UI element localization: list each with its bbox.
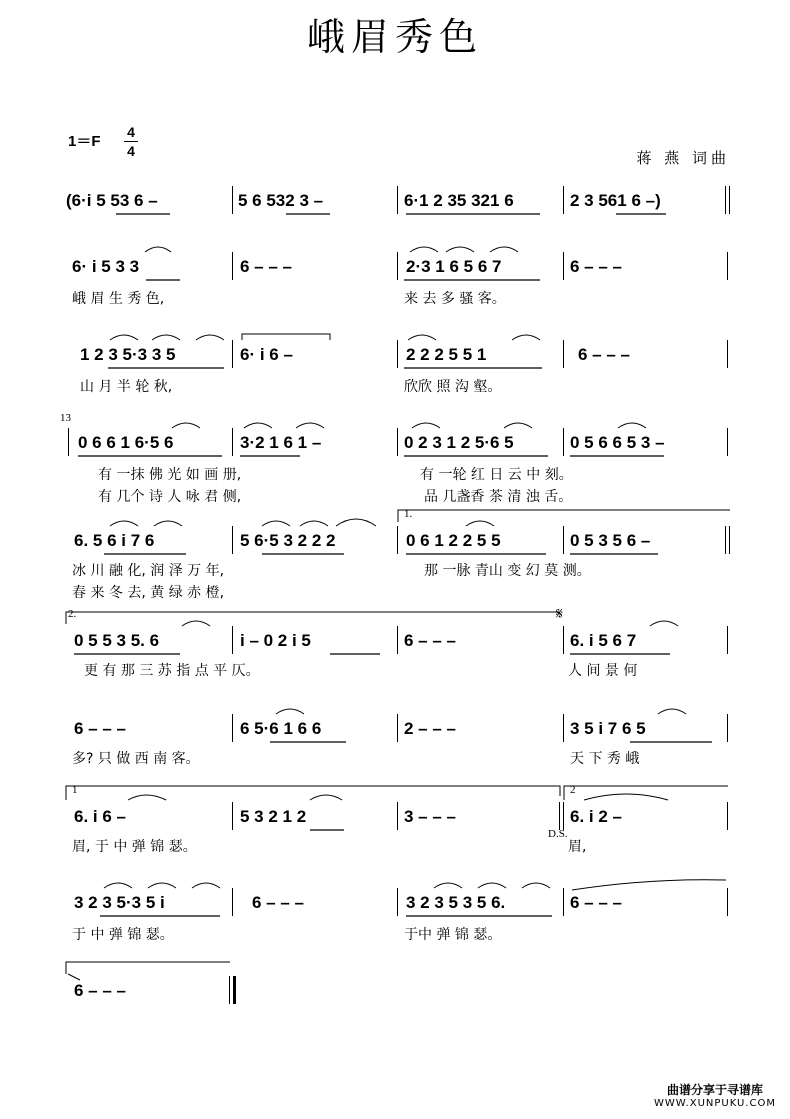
lyric-line: 眉, 于 中 弹 锦 瑟。 [72,839,197,855]
da-segno-mark: D.S. [548,828,568,840]
volta-2b-label: 2 [570,784,576,796]
tie [154,521,182,526]
tie [104,883,132,888]
lyric-line: 峨 眉 生 秀 色, [72,291,165,307]
lyric-line: 有 一轮 红 日 云 中 刻。 [420,467,573,483]
volta-2-label: 2. [68,608,77,620]
tie [110,521,138,526]
meter-top: 4 [127,124,135,140]
phrase-slur [242,334,330,340]
lyric-line: 欣欣 照 沟 壑。 [404,379,502,395]
footer-watermark [654,1081,776,1109]
measure: 6· i 5 3 3 [72,257,140,276]
volta-1b-label: 1 [72,784,78,796]
measure: (6·i 5 53 6 – [66,191,158,210]
measure: i – 0 2 i 5 [240,631,311,650]
tie [336,519,376,526]
tie [128,795,166,800]
song-title: 峨眉秀色 [306,15,483,59]
measure: 6 – – – [578,345,630,364]
measure: 6·1 2 35 321 6 [404,191,514,210]
measure: 6. i 5 6 7 [570,631,637,650]
tie [244,423,272,428]
tie [192,883,220,888]
key-signature: 1＝F [68,133,101,150]
tie [296,423,324,428]
measure: 0 6 6 1 6·5 6 [78,433,174,452]
measure: 0 6 1 2 2 5 5 [406,531,501,550]
tie [572,880,726,890]
measure: 6 – – – [404,631,456,650]
volta-bracket-2 [66,612,560,624]
lyric-line: 更 有 那 三 苏 指 点 平 仄。 [84,663,260,679]
measure: 1 2 3 5·3 3 5 [80,345,176,364]
volta-bracket-2b [564,786,728,800]
tie [145,247,171,252]
tie [196,335,224,340]
lyric-line: 多? 只 做 西 南 客。 [72,751,200,767]
tie [412,423,440,428]
measure: 6 – – – [570,893,622,912]
measure: 3 – – – [404,807,456,826]
tie [504,423,532,428]
measure: 3 2 3 5·3 5 i [74,893,165,912]
measure: 6 – – – [74,981,126,1000]
lyric-line: 那 一脉 青山 变 幻 莫 测。 [424,563,591,579]
measure: 3 5 i 7 6 5 [570,719,646,738]
measure: 2 – – – [404,719,456,738]
measure: 6. i 2 – [570,807,622,826]
tie [152,335,180,340]
measure: 6 – – – [74,719,126,738]
tie [658,709,686,714]
lyric-line: 眉, [568,839,587,855]
measure: 0 5 6 6 5 3 – [570,433,665,452]
lyric-line: 天 下 秀 峨 [570,751,640,767]
tie [110,335,138,340]
tie [466,521,494,526]
tie [650,621,678,626]
measure: 3 2 3 5 3 5 6. [406,893,506,912]
measure: 2 3 561 6 –) [570,191,661,210]
tie [446,247,474,252]
footer-title: 曲谱分享于寻谱库 [667,1083,764,1097]
tie [300,521,328,526]
footer-url[interactable]: WWW.XUNPUKU.COM [654,1098,776,1109]
lyric-line: 有 几个 诗 人 咏 君 侧, [98,489,242,505]
lyric-line: 山 月 半 轮 秋, [80,379,173,395]
tie [478,883,506,888]
author-credit: 蒋 燕 词曲 [636,149,730,167]
lyric-line: 品 几盏香 茶 清 浊 舌。 [424,489,573,505]
tie [434,883,462,888]
lyric-line: 于 中 弹 锦 瑟。 [72,927,174,943]
measure: 6 – – – [252,893,304,912]
measure: 2·3 1 6 5 6 7 [406,257,502,276]
tie [584,794,668,800]
tie [148,883,176,888]
tie [310,795,342,800]
measure: 6 5·6 1 6 6 [240,719,322,738]
tie [408,335,436,340]
tie [410,247,438,252]
lyric-line: 于中 弹 锦 瑟。 [404,927,502,943]
measure-number: 13 [60,412,71,424]
lyric-line: 人 间 景 何 [568,663,638,679]
measure: 6 – – – [240,257,292,276]
measure: 0 2 3 1 2 5·6 5 [404,433,514,452]
tie [490,247,518,252]
measure: 3·2 1 6 1 – [240,433,322,452]
measure: 5 6·5 3 2 2 2 [240,531,336,550]
lyric-line: 冰 川 融 化, 润 泽 万 年, [72,563,225,579]
tie [262,521,290,526]
tie [182,621,210,626]
measure: 5 3 2 1 2 [240,807,307,826]
measure: 0 5 5 3 5. 6 [74,631,160,650]
lyric-line: 春 来 冬 去, 黄 绿 赤 橙, [72,585,225,601]
measure: 6 – – – [570,257,622,276]
tie [512,335,540,340]
tie [172,423,200,428]
segno-sign: 𝄋 [556,606,563,623]
volta-1-label: 1. [404,508,413,520]
meter-bottom: 4 [127,143,135,159]
measure: 6· i 6 – [240,345,293,364]
volta-bracket-1 [398,510,730,522]
measure: 2 2 2 5 5 1 [406,345,487,364]
measure: 6. 5 6 i 7 6 [74,531,155,550]
lyric-line: 来 去 多 骚 客。 [404,291,506,307]
tie [276,709,304,714]
measure: 0 5 3 5 6 – [570,531,651,550]
measure: 6. i 6 – [74,807,126,826]
lyric-line: 有 一抹 佛 光 如 画 册, [98,467,242,483]
tie [522,883,550,888]
coda-bracket [66,962,230,974]
measure: 5 6 532 3 – [238,191,324,210]
tie [68,974,80,980]
tie [618,423,646,428]
